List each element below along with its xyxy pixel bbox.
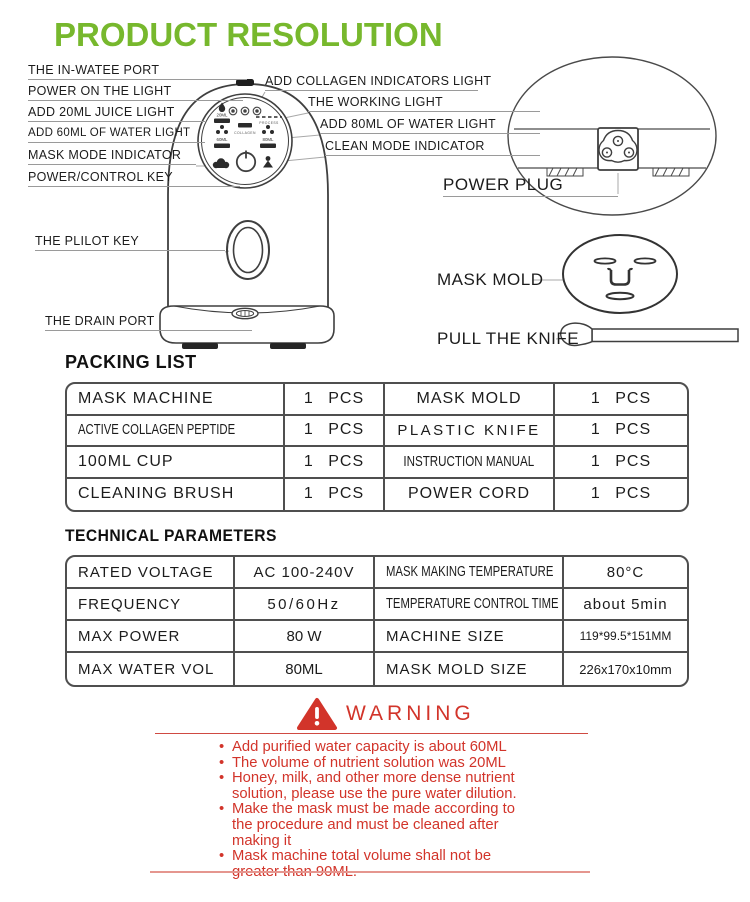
warning-divider-top <box>155 733 588 734</box>
label-add-collagen-indicators-light: ADD COLLAGEN INDICATORS LIGHT <box>265 75 478 91</box>
table-cell: MASK MACHINE <box>67 384 285 416</box>
label-clean-mode-indicator: CLEAN MODE INDICATOR <box>325 140 540 156</box>
warning-heading: WARNING <box>346 702 475 725</box>
table-cell: 119*99.5*151MM <box>564 621 687 653</box>
table-cell: 1 PCS <box>555 447 687 479</box>
table-cell: POWER CORD <box>385 479 555 511</box>
packing-list-heading: PACKING LIST <box>65 352 197 372</box>
table-cell: 1 PCS <box>555 416 687 448</box>
table-cell: 226x170x10mm <box>579 661 672 677</box>
label-in-water-port: THE IN-WATEE PORT <box>28 64 247 80</box>
warning-item: • Make the mask must be made according to the procedure and must be cleaned after making it <box>219 802 537 849</box>
table-cell: MAX POWER <box>67 621 235 653</box>
warning-item: • The volume of nutrient solution was 20ML <box>219 756 537 772</box>
packing-list-table <box>65 382 689 512</box>
warning-item: • Honey, milk, and other more dense nutrient solution, please use the pure water dilution. <box>219 771 537 802</box>
label-mask-mode-indicator: MASK MODE INDICATOR <box>28 149 196 165</box>
table-cell: ACTIVE COLLAGEN PEPTIDE <box>67 416 285 448</box>
pilot-key-icon <box>227 221 269 279</box>
table-cell: 1 PCS <box>590 485 652 503</box>
table-cell: PLASTIC KNIFE <box>385 416 555 448</box>
table-cell: MASK MOLD <box>385 384 555 416</box>
table-cell: 100ML CUP <box>67 447 285 479</box>
label-add-60ml-water-light: ADD 60ML OF WATER LIGHT <box>28 127 205 143</box>
table-cell: 80°C <box>564 557 687 589</box>
warning-triangle-icon <box>296 697 338 731</box>
mask-mold-illustration <box>563 235 677 313</box>
label-power-on-light: POWER ON THE LIGHT <box>28 85 243 101</box>
label-power-plug: POWER PLUG <box>443 176 618 197</box>
label-add-80ml-water-light: ADD 80ML OF WATER LIGHT <box>320 118 540 134</box>
warning-list <box>219 740 537 880</box>
table-cell: MASK MAKING TEMPERATURE <box>375 557 564 589</box>
warning-divider-bottom <box>150 871 590 873</box>
ml20-label: 20ML <box>216 112 228 118</box>
table-cell: AC 100-240V <box>235 557 375 589</box>
table-cell: INSTRUCTION MANUAL <box>385 447 555 479</box>
label-drain-port: THE DRAIN PORT <box>45 315 252 331</box>
table-cell: 50/60Hz <box>235 589 375 621</box>
table-cell: CLEANING BRUSH <box>67 479 285 511</box>
table-cell: 1 PCS <box>285 479 385 511</box>
table-cell: 80 W <box>235 621 375 653</box>
table-cell: about 5min <box>564 589 687 621</box>
table-cell: MASK MOLD SIZE <box>375 653 564 685</box>
ml60-label: 60ML <box>216 137 228 142</box>
label-mask-mold: MASK MOLD <box>437 270 544 289</box>
power-inlet-icon <box>598 128 638 170</box>
process-label: PROCESS <box>259 121 279 125</box>
label-power-control-key: POWER/CONTROL KEY <box>28 171 240 187</box>
table-cell: MACHINE SIZE <box>375 621 564 653</box>
table-cell: 80ML <box>235 653 375 685</box>
warning-item: • Mask machine total volume shall not be greater than 90ML. <box>219 849 537 880</box>
page-title: PRODUCT RESOLUTION <box>54 16 443 53</box>
collagen-indicator-icon <box>238 123 252 128</box>
collagen-label: COLLAGEN <box>234 131 256 135</box>
label-pilot-key: THE PLILOT KEY <box>35 235 225 251</box>
table-cell: FREQUENCY <box>67 589 235 621</box>
table-cell: 1 PCS <box>285 384 385 416</box>
table-cell: 1 PCS <box>285 416 385 448</box>
label-working-light: THE WORKING LIGHT <box>308 96 540 112</box>
table-cell: MAX WATER VOL <box>67 653 235 685</box>
table-cell: TEMPERATURE CONTROL TIME <box>375 589 564 621</box>
table-cell: 1 PCS <box>285 447 385 479</box>
label-pull-the-knife: PULL THE KNIFE <box>437 329 580 348</box>
technical-parameters-table <box>65 555 689 687</box>
plastic-knife-illustration <box>561 323 738 345</box>
table-cell: RATED VOLTAGE <box>67 557 235 589</box>
table-cell: 1 PCS <box>555 384 687 416</box>
ml80-label: 80ML <box>262 137 274 142</box>
label-add-20ml-juice-light: ADD 20ML JUICE LIGHT <box>28 106 205 122</box>
technical-parameters-heading: TECHNICAL PARAMETERS <box>65 526 277 545</box>
warning-item: • Add purified water capacity is about 60ML <box>219 740 537 756</box>
